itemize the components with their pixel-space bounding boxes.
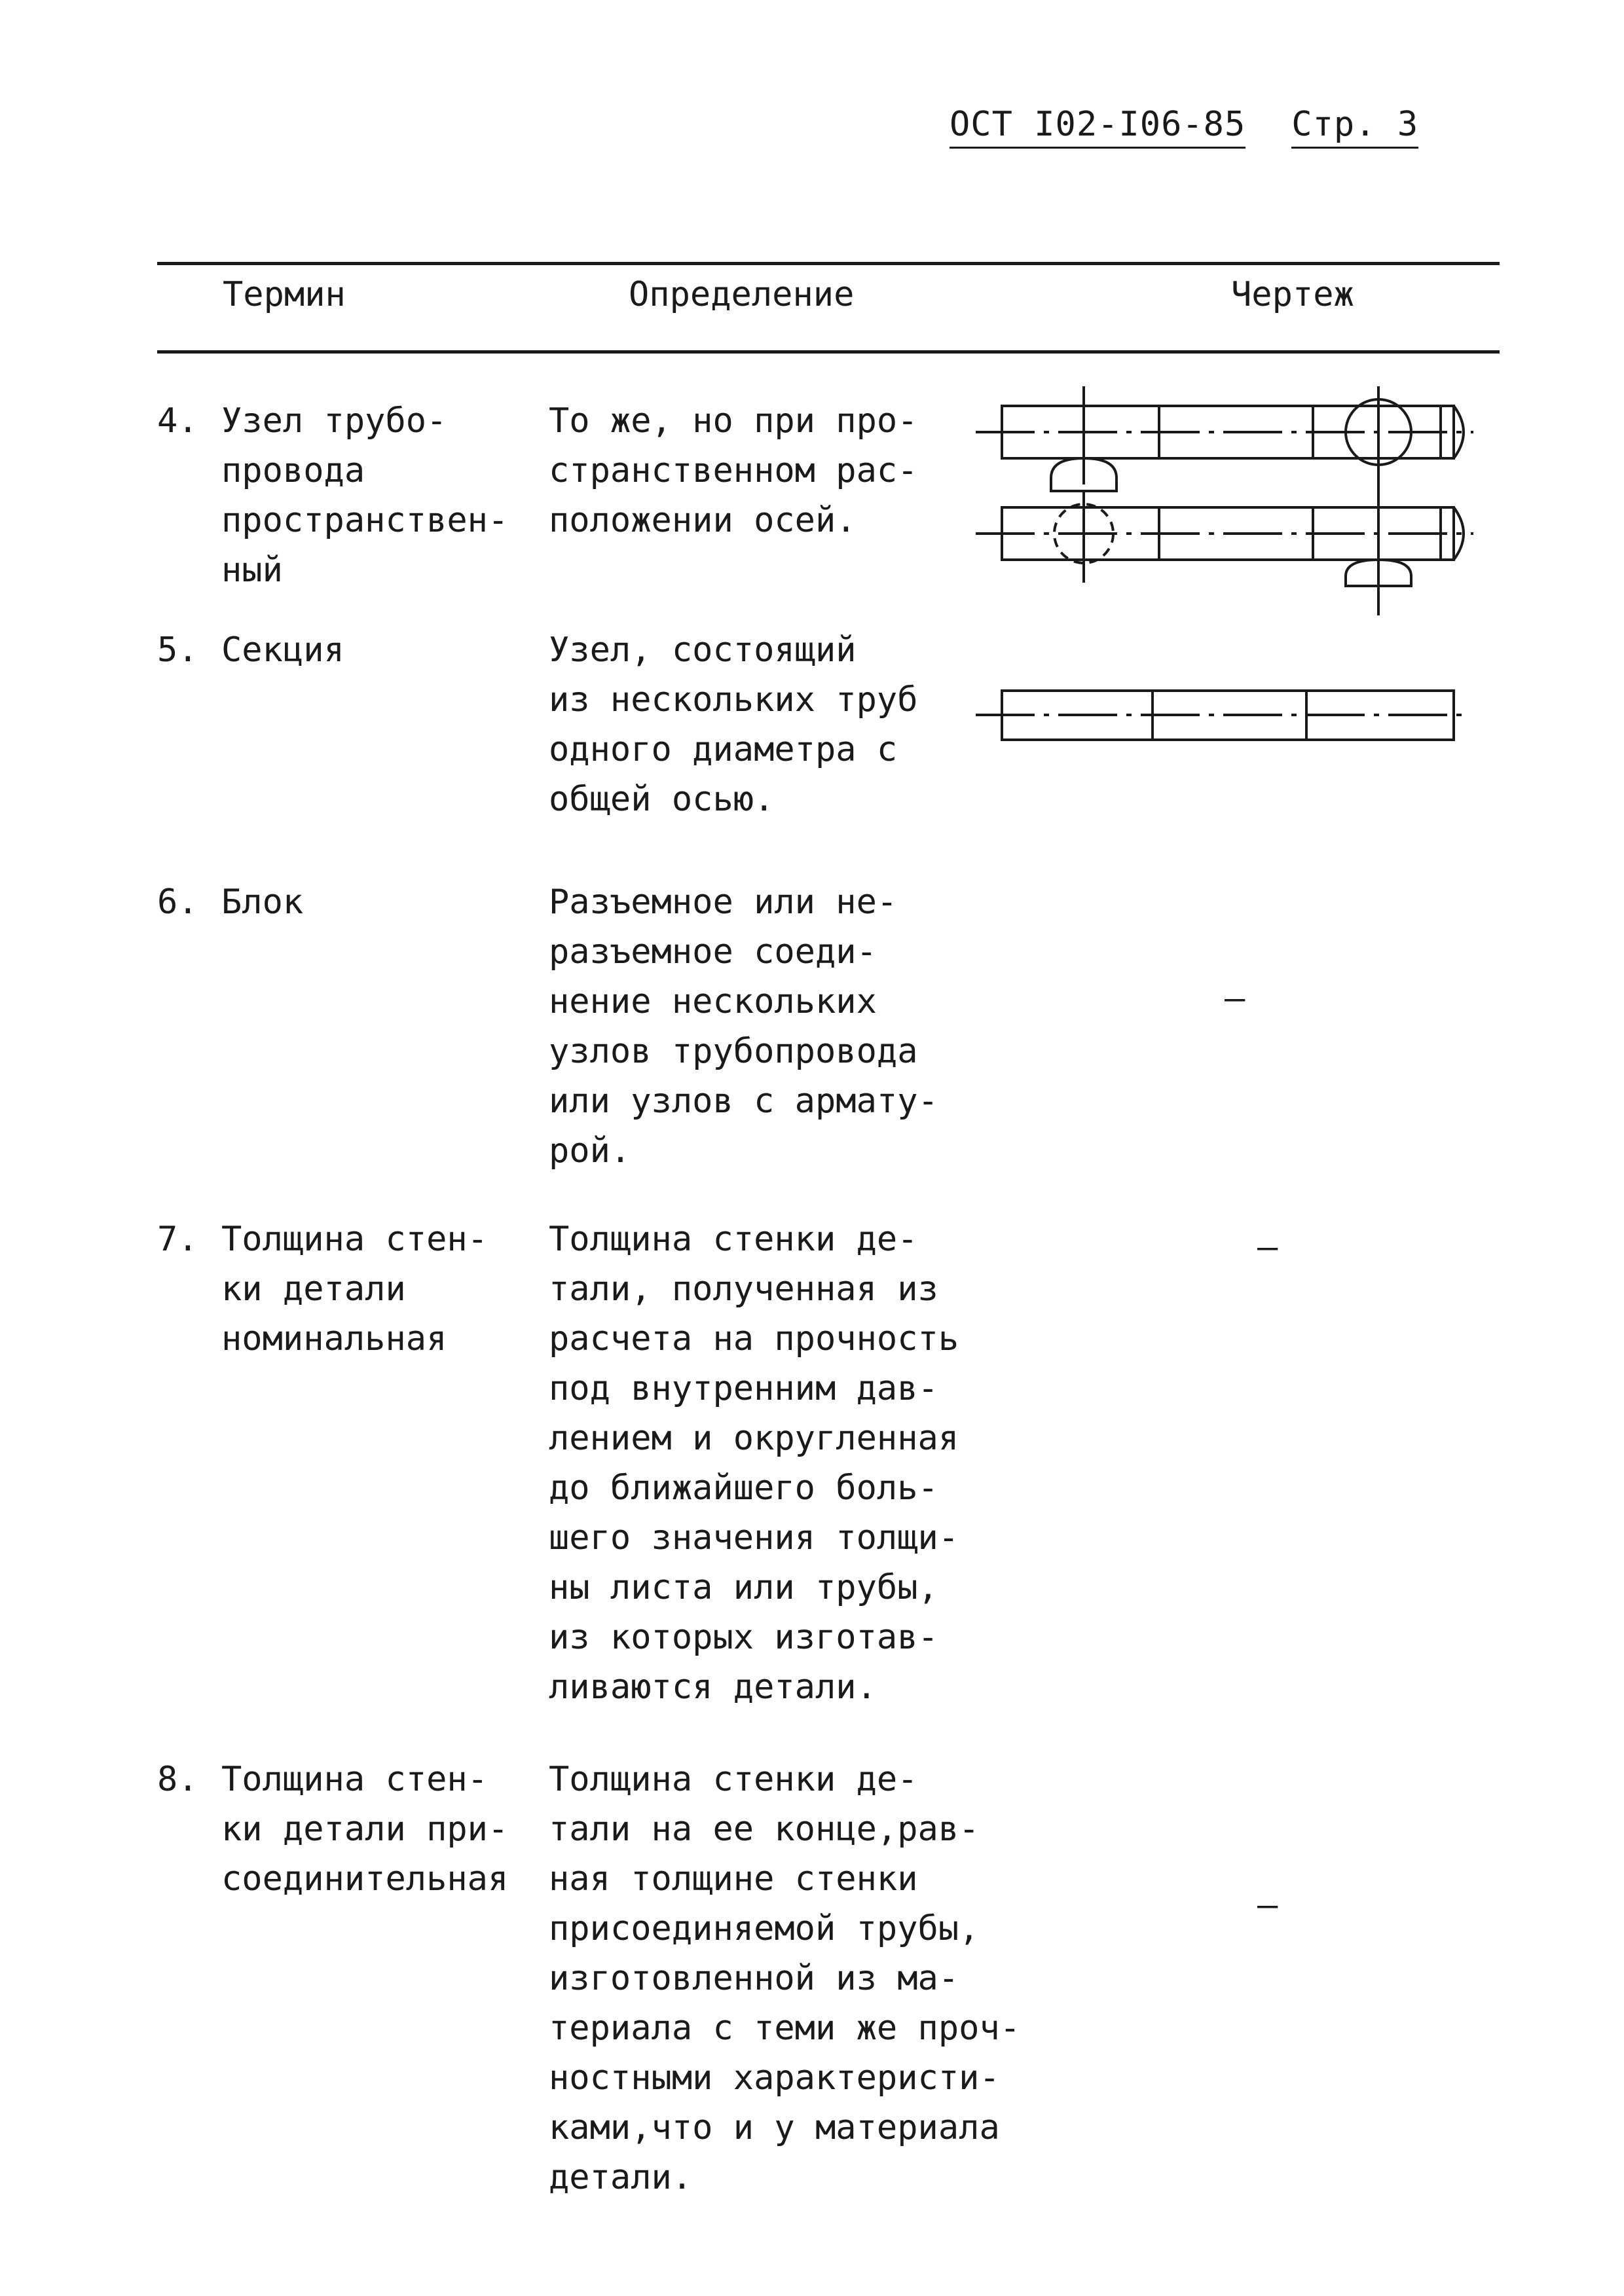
drawing-placeholder: – [1257,1228,1278,1267]
spatial-pipe-assembly-icon [976,380,1480,622]
page-number: Стр. 3 [1291,105,1418,149]
term-text: Узел трубо- провода пространствен- ный [221,401,509,590]
row-number: 7. [157,1220,198,1259]
row-number: 8. [157,1760,198,1799]
table-top-rule [157,262,1500,265]
row-number: 5. [157,630,198,670]
row-number: 6. [157,883,198,922]
definition-text: Разъемное или не- разъемное соеди- нение нескольких узлов трубопровода или узлов с армату- рой. [549,883,938,1171]
column-header-drawing: Чертеж [1231,275,1354,314]
drawing-placeholder: – [1257,1886,1278,1925]
table-header-rule [157,350,1500,354]
term-text: Секция [221,630,344,670]
definition-text: Толщина стенки де- тали на ее конце,рав- ная толщине стенки присоединяемой трубы, изготовленной из ма- териала с теми же проч- ностными характеристи- ками,что и у материала детали. [549,1760,1021,2197]
pipe-section-icon [976,681,1473,746]
definition-text: То же, но при про- странственном рас- положении осей. [549,401,918,540]
row-number: 4. [157,401,198,441]
definition-text: Узел, состоящий из нескольких труб одного диаметра с общей осью. [549,630,918,819]
column-header-term: Термин [223,275,346,314]
term-text: Блок [221,883,304,922]
term-text: Толщина стен- ки детали номинальная [221,1220,488,1358]
column-header-definition: Определение [629,275,855,314]
page-header [950,105,1418,149]
term-text: Толщина стен- ки детали при- соединительная [221,1760,509,1899]
definition-text: Толщина стенки де- тали, полученная из расчета на прочность под внутренним дав- лением и округленная до ближайшего боль- шего значения толщи- ны листа или трубы, из которых изготав- ливаются детали. [549,1220,959,1707]
document-code: ОСТ I02-I06-85 [950,105,1246,149]
drawing-placeholder: – [1225,979,1246,1018]
